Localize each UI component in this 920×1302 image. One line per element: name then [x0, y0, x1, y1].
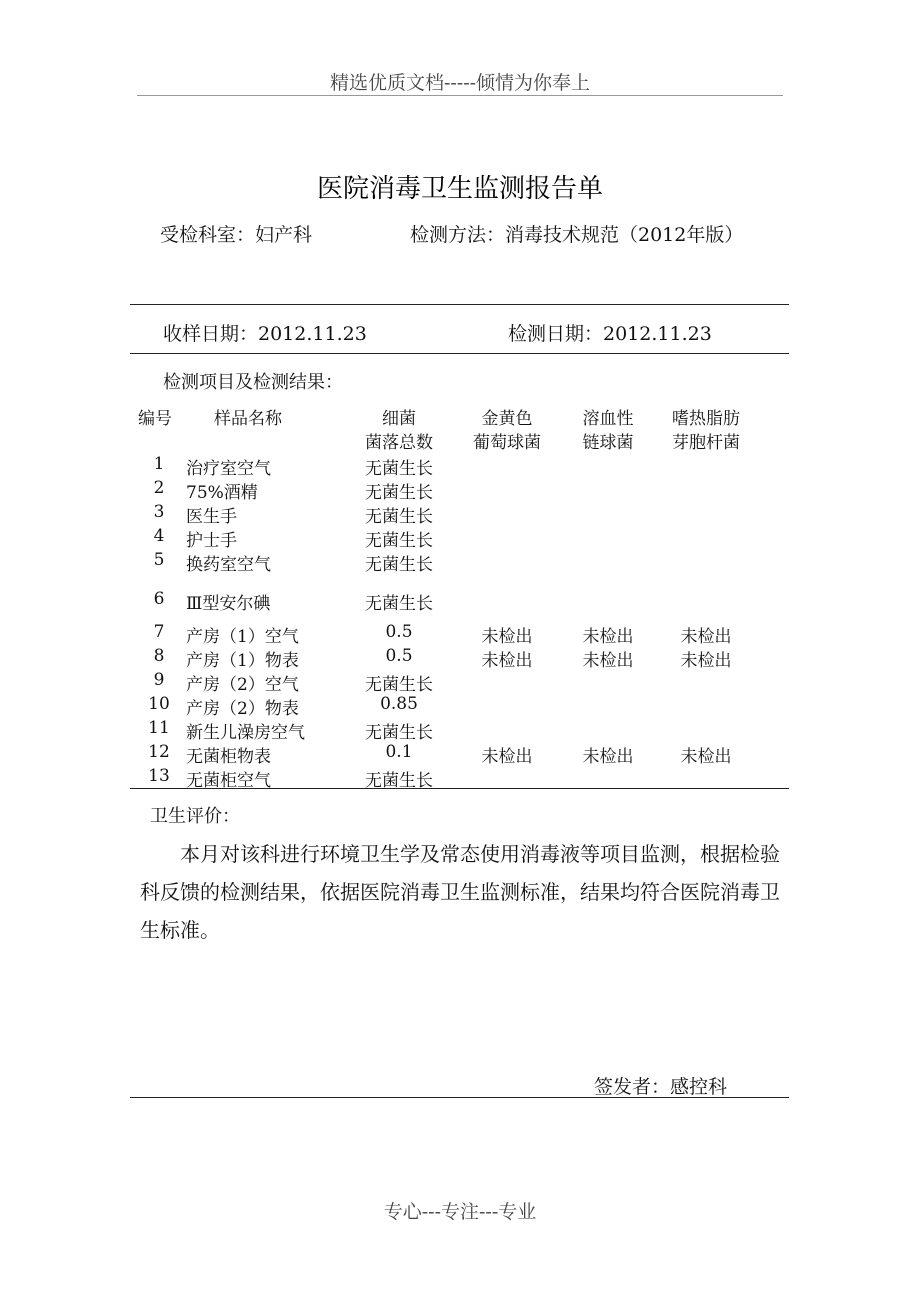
row-sample-name: Ⅲ型安尔碘	[186, 594, 271, 614]
received-date: 收样日期：2012.11.23	[163, 323, 367, 345]
row-no: 11	[148, 718, 170, 738]
test-date: 检测日期：2012.11.23	[508, 323, 712, 345]
row-bacteria-count: 0.5	[385, 646, 413, 666]
header-bacteria-line2: 菌落总数	[365, 433, 433, 453]
signer-divider	[130, 1097, 789, 1098]
page-footer: 专心---专注---专业	[383, 1201, 537, 1223]
header-no: 编号	[138, 409, 172, 429]
row-strep-result: 未检出	[582, 747, 634, 767]
row-staph-result: 未检出	[481, 651, 533, 671]
page-header: 精选优质文档-----倾情为你奉上	[329, 72, 591, 94]
row-bacteria-count: 0.1	[385, 742, 413, 762]
header-staph-line2: 葡萄球菌	[473, 433, 541, 453]
row-bacteria-count: 无菌生长	[365, 483, 433, 503]
row-bacillus-result: 未检出	[680, 747, 732, 767]
row-sample-name: 护士手	[186, 531, 237, 551]
evaluation-body: 本月对该科进行环境卫生学及常态使用消毒液等项目监测，根据检验科反馈的检测结果，依据医院消毒卫生监测标准，结果均符合医院消毒卫生标准。	[140, 842, 780, 942]
row-no: 12	[148, 742, 170, 762]
row-sample-name: 产房（2）空气	[186, 675, 299, 695]
table-bottom-divider	[130, 788, 789, 789]
row-no: 5	[153, 550, 165, 570]
row-no: 7	[153, 622, 165, 642]
row-sample-name: 75%酒精	[186, 483, 258, 503]
row-bacteria-count: 0.85	[380, 694, 418, 714]
row-no: 2	[153, 478, 165, 498]
row-sample-name: 新生儿澡房空气	[186, 723, 305, 743]
row-bacillus-result: 未检出	[680, 651, 732, 671]
row-sample-name: 无菌柜空气	[186, 771, 271, 791]
header-strep-line1: 溶血性	[582, 409, 634, 429]
signer: 签发者：感控科	[594, 1076, 728, 1098]
header-strep-line2: 链球菌	[582, 433, 634, 453]
row-no: 9	[153, 670, 165, 690]
row-no: 10	[148, 694, 170, 714]
row-sample-name: 产房（2）物表	[186, 699, 299, 719]
row-bacteria-count: 无菌生长	[365, 675, 433, 695]
header-staph-line1: 金黄色	[481, 409, 533, 429]
date-bottom-divider	[130, 353, 789, 354]
row-bacteria-count: 0.5	[385, 622, 413, 642]
results-section-label: 检测项目及检测结果：	[163, 372, 343, 393]
header-bacillus-line2: 芽胞杆菌	[672, 433, 740, 453]
evaluation-label: 卫生评价：	[150, 806, 240, 827]
row-staph-result: 未检出	[481, 747, 533, 767]
row-no: 3	[153, 502, 165, 522]
method-label: 检测方法：消毒技术规范（2012年版）	[410, 224, 744, 246]
row-strep-result: 未检出	[582, 651, 634, 671]
row-bacillus-result: 未检出	[680, 627, 732, 647]
row-strep-result: 未检出	[582, 627, 634, 647]
department-label: 受检科室：妇产科	[160, 224, 313, 246]
row-sample-name: 无菌柜物表	[186, 747, 271, 767]
row-staph-result: 未检出	[481, 627, 533, 647]
header-sample-name: 样品名称	[214, 409, 282, 429]
row-sample-name: 产房（1）空气	[186, 627, 299, 647]
row-bacteria-count: 无菌生长	[365, 507, 433, 527]
row-sample-name: 治疗室空气	[186, 459, 271, 479]
header-bacteria-line1: 细菌	[382, 409, 416, 429]
row-bacteria-count: 无菌生长	[365, 723, 433, 743]
date-top-divider	[130, 304, 789, 305]
report-title: 医院消毒卫生监测报告单	[316, 174, 603, 204]
row-no: 1	[153, 454, 165, 474]
row-bacteria-count: 无菌生长	[365, 459, 433, 479]
row-no: 8	[153, 646, 165, 666]
row-no: 4	[153, 526, 165, 546]
row-sample-name: 医生手	[186, 507, 237, 527]
row-bacteria-count: 无菌生长	[365, 531, 433, 551]
row-sample-name: 产房（1）物表	[186, 651, 299, 671]
row-bacteria-count: 无菌生长	[365, 771, 433, 791]
header-divider	[137, 95, 783, 96]
row-bacteria-count: 无菌生长	[365, 555, 433, 575]
row-no: 6	[153, 589, 165, 609]
header-bacillus-line1: 嗜热脂肪	[672, 409, 740, 429]
row-sample-name: 换药室空气	[186, 555, 271, 575]
row-no: 13	[148, 766, 170, 786]
row-bacteria-count: 无菌生长	[365, 594, 433, 614]
